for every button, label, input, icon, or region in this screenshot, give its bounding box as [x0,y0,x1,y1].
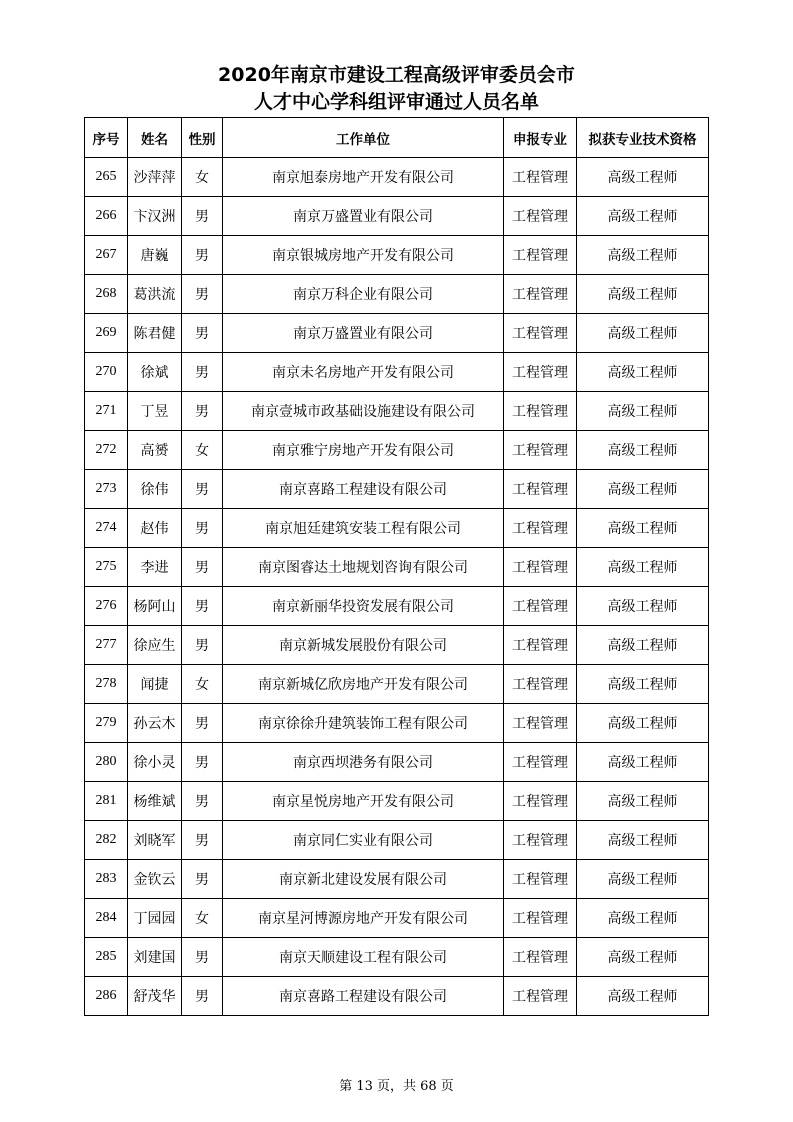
table-row [85,743,709,782]
header-name: 姓名 [128,118,182,158]
table-row [85,626,709,665]
cell-qualification: 高级工程师 [577,977,709,1016]
cell-qualification: 高级工程师 [577,899,709,938]
header-qualification: 拟获专业技术资格 [577,118,709,158]
cell-specialty: 工程管理 [504,626,577,665]
cell-name: 唐巍 [128,236,182,275]
cell-employer: 南京西坝港务有限公司 [223,743,504,782]
cell-qualification: 高级工程师 [577,860,709,899]
cell-qualification: 高级工程师 [577,821,709,860]
cell-qualification: 高级工程师 [577,665,709,704]
cell-gender: 男 [182,275,223,314]
cell-employer: 南京新丽华投资发展有限公司 [223,587,504,626]
cell-gender: 男 [182,314,223,353]
cell-specialty: 工程管理 [504,704,577,743]
cell-gender: 男 [182,704,223,743]
table-row [85,782,709,821]
cell-qualification: 高级工程师 [577,626,709,665]
cell-qualification: 高级工程师 [577,158,709,197]
cell-name: 李进 [128,548,182,587]
cell-employer: 南京喜路工程建设有限公司 [223,977,504,1016]
cell-gender: 男 [182,470,223,509]
cell-specialty: 工程管理 [504,977,577,1016]
cell-qualification: 高级工程师 [577,938,709,977]
cell-gender: 女 [182,431,223,470]
cell-qualification: 高级工程师 [577,509,709,548]
table-row [85,470,709,509]
cell-specialty: 工程管理 [504,509,577,548]
cell-employer: 南京万盛置业有限公司 [223,314,504,353]
table-header-row [85,118,709,158]
cell-name: 徐伟 [128,470,182,509]
table-row [85,314,709,353]
cell-index: 265 [85,158,128,197]
cell-index: 285 [85,938,128,977]
cell-employer: 南京壹城市政基础设施建设有限公司 [223,392,504,431]
table-row [85,509,709,548]
cell-name: 杨维斌 [128,782,182,821]
table-row [85,353,709,392]
cell-qualification: 高级工程师 [577,782,709,821]
cell-qualification: 高级工程师 [577,587,709,626]
cell-index: 274 [85,509,128,548]
cell-qualification: 高级工程师 [577,470,709,509]
cell-employer: 南京旭廷建筑安装工程有限公司 [223,509,504,548]
cell-name: 丁昱 [128,392,182,431]
cell-gender: 男 [182,548,223,587]
cell-index: 271 [85,392,128,431]
cell-employer: 南京雅宁房地产开发有限公司 [223,431,504,470]
cell-gender: 男 [182,392,223,431]
cell-index: 276 [85,587,128,626]
cell-gender: 男 [182,938,223,977]
cell-specialty: 工程管理 [504,782,577,821]
cell-gender: 女 [182,665,223,704]
cell-gender: 男 [182,626,223,665]
cell-index: 286 [85,977,128,1016]
cell-employer: 南京新北建设发展有限公司 [223,860,504,899]
cell-specialty: 工程管理 [504,665,577,704]
cell-specialty: 工程管理 [504,938,577,977]
cell-name: 孙云木 [128,704,182,743]
cell-qualification: 高级工程师 [577,431,709,470]
cell-specialty: 工程管理 [504,236,577,275]
cell-specialty: 工程管理 [504,548,577,587]
table-row [85,275,709,314]
cell-employer: 南京徐徐升建筑装饰工程有限公司 [223,704,504,743]
cell-gender: 男 [182,587,223,626]
cell-specialty: 工程管理 [504,899,577,938]
cell-specialty: 工程管理 [504,275,577,314]
cell-specialty: 工程管理 [504,743,577,782]
cell-gender: 女 [182,899,223,938]
cell-index: 269 [85,314,128,353]
cell-gender: 男 [182,236,223,275]
cell-index: 267 [85,236,128,275]
cell-employer: 南京图睿达土地规划咨询有限公司 [223,548,504,587]
cell-specialty: 工程管理 [504,431,577,470]
cell-index: 282 [85,821,128,860]
table-row [85,548,709,587]
cell-employer: 南京同仁实业有限公司 [223,821,504,860]
cell-name: 陈君健 [128,314,182,353]
cell-index: 284 [85,899,128,938]
document-title-line1: 2020年南京市建设工程高级评审委员会市 [218,64,575,86]
cell-gender: 男 [182,782,223,821]
cell-name: 高赟 [128,431,182,470]
cell-employer: 南京旭泰房地产开发有限公司 [223,158,504,197]
cell-gender: 男 [182,509,223,548]
cell-index: 280 [85,743,128,782]
cell-index: 266 [85,197,128,236]
header-specialty: 申报专业 [504,118,577,158]
cell-specialty: 工程管理 [504,353,577,392]
cell-index: 281 [85,782,128,821]
cell-employer: 南京星河博源房地产开发有限公司 [223,899,504,938]
cell-employer: 南京新城亿欣房地产开发有限公司 [223,665,504,704]
cell-employer: 南京新城发展股份有限公司 [223,626,504,665]
cell-qualification: 高级工程师 [577,704,709,743]
table-row [85,938,709,977]
cell-name: 刘晓军 [128,821,182,860]
document-title-line2: 人才中心学科组评审通过人员名单 [253,91,539,113]
table-row [85,392,709,431]
cell-name: 沙萍萍 [128,158,182,197]
header-employer: 工作单位 [223,118,504,158]
cell-index: 268 [85,275,128,314]
cell-index: 272 [85,431,128,470]
cell-specialty: 工程管理 [504,860,577,899]
cell-employer: 南京万科企业有限公司 [223,275,504,314]
table-row [85,236,709,275]
cell-gender: 女 [182,158,223,197]
cell-index: 273 [85,470,128,509]
cell-qualification: 高级工程师 [577,353,709,392]
cell-specialty: 工程管理 [504,821,577,860]
table-row [85,197,709,236]
cell-name: 闻捷 [128,665,182,704]
cell-gender: 男 [182,977,223,1016]
cell-name: 徐小灵 [128,743,182,782]
cell-name: 刘建国 [128,938,182,977]
cell-specialty: 工程管理 [504,587,577,626]
cell-qualification: 高级工程师 [577,392,709,431]
cell-specialty: 工程管理 [504,470,577,509]
cell-name: 杨阿山 [128,587,182,626]
cell-gender: 男 [182,743,223,782]
page-footer: 第 13 页，共 68 页 [339,1079,454,1094]
cell-name: 卞汉洲 [128,197,182,236]
cell-index: 277 [85,626,128,665]
cell-qualification: 高级工程师 [577,548,709,587]
cell-gender: 男 [182,860,223,899]
cell-employer: 南京未名房地产开发有限公司 [223,353,504,392]
cell-qualification: 高级工程师 [577,236,709,275]
header-gender: 性别 [182,118,223,158]
cell-specialty: 工程管理 [504,314,577,353]
cell-name: 丁园园 [128,899,182,938]
cell-index: 270 [85,353,128,392]
cell-qualification: 高级工程师 [577,197,709,236]
cell-index: 283 [85,860,128,899]
cell-employer: 南京星悦房地产开发有限公司 [223,782,504,821]
cell-name: 徐应生 [128,626,182,665]
table-row [85,860,709,899]
table-row [85,431,709,470]
table-row [85,665,709,704]
table-row [85,704,709,743]
cell-name: 徐斌 [128,353,182,392]
cell-qualification: 高级工程师 [577,314,709,353]
cell-name: 葛洪流 [128,275,182,314]
cell-name: 赵伟 [128,509,182,548]
cell-employer: 南京天顺建设工程有限公司 [223,938,504,977]
table-row [85,587,709,626]
cell-gender: 男 [182,197,223,236]
cell-index: 279 [85,704,128,743]
cell-specialty: 工程管理 [504,197,577,236]
table-row [85,977,709,1016]
cell-gender: 男 [182,821,223,860]
table-row [85,821,709,860]
cell-index: 275 [85,548,128,587]
cell-name: 舒茂华 [128,977,182,1016]
cell-employer: 南京万盛置业有限公司 [223,197,504,236]
cell-name: 金钦云 [128,860,182,899]
cell-qualification: 高级工程师 [577,743,709,782]
table-row [85,899,709,938]
table-body [85,158,709,1016]
cell-employer: 南京喜路工程建设有限公司 [223,470,504,509]
table-row [85,158,709,197]
cell-qualification: 高级工程师 [577,275,709,314]
cell-employer: 南京银城房地产开发有限公司 [223,236,504,275]
header-index: 序号 [85,118,128,158]
cell-gender: 男 [182,353,223,392]
cell-specialty: 工程管理 [504,158,577,197]
personnel-table [84,117,709,1016]
cell-specialty: 工程管理 [504,392,577,431]
cell-index: 278 [85,665,128,704]
